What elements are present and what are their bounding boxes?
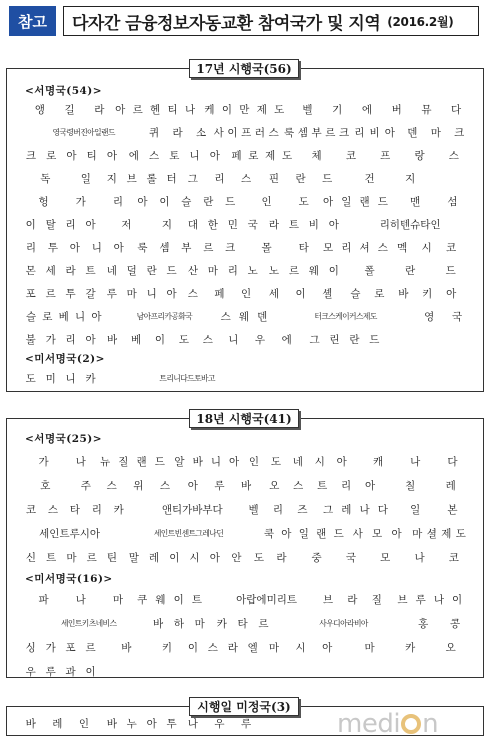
country-name: 멕시코 — [397, 242, 471, 254]
country-name: 그린란드 — [309, 334, 390, 346]
country-name: 산마리노 — [187, 265, 268, 277]
country-row — [25, 239, 471, 257]
country-name: 퀴 — [149, 127, 160, 139]
country-name: 섬 — [447, 196, 458, 208]
group-label: <미서명국(2)> — [25, 353, 105, 365]
country-name: 트리니다드토바고 — [159, 374, 215, 383]
country-name: 가 — [38, 456, 49, 468]
country-name: 건 — [364, 173, 375, 185]
country-name: 니우에 — [228, 334, 309, 346]
country-name: 일 — [410, 504, 421, 516]
country-row — [25, 453, 471, 471]
country-name: 싱가포르 — [25, 642, 106, 654]
country-name: 앵 — [34, 104, 45, 116]
section-title: 18년 시행국(41) — [189, 409, 299, 428]
country-row — [25, 331, 471, 349]
country-name: 이탈리아 — [25, 219, 106, 231]
country-name: 스페인 — [187, 288, 268, 300]
country-name: 카타르 — [216, 618, 280, 630]
country-name: 콩 — [449, 618, 461, 630]
country-name: 아이슬란드 — [137, 196, 248, 208]
country-name: 코 — [345, 150, 356, 162]
country-name: 길 — [64, 104, 75, 116]
country-name: 오 — [445, 642, 456, 654]
country-name: 마 — [112, 594, 123, 606]
country-name: 크로아티아 — [25, 150, 128, 162]
country-name: 중 — [311, 552, 322, 564]
country-name: 기 — [332, 104, 343, 116]
country-name: 세인트빈센트그레나딘 — [153, 529, 224, 538]
country-name: 폴 — [364, 265, 375, 277]
country-name: 쿠웨이트 — [137, 594, 211, 606]
country-name: 사이프러스 — [213, 127, 283, 139]
country-name: 라트비아 — [268, 219, 349, 231]
country-name: 라 — [172, 127, 183, 139]
country-name: 우루과이 — [25, 666, 106, 678]
country-row — [25, 262, 471, 280]
country-row — [25, 170, 471, 188]
country-name: 나우루 — [187, 718, 268, 730]
country-name: 신트마르틴 — [25, 552, 128, 564]
country-name: 독 — [40, 173, 51, 185]
country-row — [25, 124, 471, 142]
country-row — [25, 591, 471, 609]
section-title: 17년 시행국(56) — [189, 59, 299, 78]
country-name: 터크스케이커스제도 — [314, 312, 377, 321]
country-name: 란 — [405, 265, 416, 277]
country-name: 몰 — [261, 242, 272, 254]
document-header — [9, 6, 480, 36]
country-row — [25, 147, 471, 165]
country-name: 슬로베니아 — [25, 311, 108, 323]
country-name: 도 — [298, 196, 309, 208]
country-name: 주 — [80, 480, 91, 492]
country-name: 리투아니아 — [25, 242, 136, 254]
country-name: 룩셈부르크 — [137, 242, 248, 254]
country-name: 스위스 — [106, 480, 187, 492]
country-name: 모 — [380, 552, 391, 564]
country-name: 인도네시아 — [248, 456, 359, 468]
country-name: 노르웨이 — [268, 265, 349, 277]
country-name: 국 — [451, 311, 463, 323]
country-name: 세이셸 — [268, 288, 349, 300]
country-name: 드 — [445, 265, 456, 277]
country-name: 덴 — [407, 127, 418, 139]
country-name: 사모아 — [352, 528, 411, 540]
country-name: 캐 — [373, 456, 384, 468]
country-name: 나 — [75, 594, 86, 606]
country-name: 페로제도 — [231, 150, 299, 162]
country-name: 체 — [311, 150, 322, 162]
country-name: 네덜란드 — [106, 265, 187, 277]
country-row — [25, 285, 471, 303]
country-name: 브루나이 — [397, 594, 471, 606]
country-name: 알바니아 — [174, 456, 248, 468]
country-name: 리히텐슈타인 — [379, 219, 441, 231]
country-name: 스 — [448, 150, 459, 162]
country-name: 이스라엘 — [187, 642, 268, 654]
country-name: 다 — [451, 104, 462, 116]
country-name: 벨리즈 — [248, 504, 322, 516]
country-name: 세인트루시아 — [39, 528, 101, 540]
country-row — [25, 477, 471, 495]
country-row — [25, 525, 471, 543]
country-name: 마셜제도 — [412, 528, 471, 540]
section-title: 시행일 미정국(3) — [189, 697, 299, 716]
country-name: 국 — [345, 552, 356, 564]
country-name: 마 — [430, 127, 441, 139]
country-name: 지브롤터 — [106, 173, 187, 185]
country-name: 레 — [445, 480, 456, 492]
country-name: 버 — [391, 104, 402, 116]
country-name: 가 — [75, 196, 86, 208]
country-name: 본 — [447, 504, 458, 516]
country-name: 아르헨티나 — [115, 104, 203, 116]
country-name: 코 — [448, 552, 459, 564]
country-name: 에스토니아 — [128, 150, 230, 162]
country-name: 에 — [361, 104, 372, 116]
country-name: 남아프리카공화국 — [136, 312, 193, 321]
country-row — [25, 308, 471, 326]
country-name: 마 — [364, 642, 375, 654]
country-name: 리 — [112, 196, 123, 208]
country-name: 마시아 — [268, 642, 349, 654]
country-name: 타 — [298, 242, 309, 254]
country-name: 나 — [410, 456, 421, 468]
group-label: <서명국(25)> — [25, 433, 103, 445]
country-name: 크 — [454, 127, 465, 139]
country-name: 코스타리카 — [25, 504, 136, 516]
country-name: 도미니카 — [25, 373, 106, 385]
watermark — [337, 708, 477, 740]
country-name: 일 — [80, 173, 91, 185]
country-name: 말레이시아 — [128, 552, 230, 564]
group-label: <미서명국(16)> — [25, 573, 113, 585]
country-name: 바누아투 — [106, 718, 187, 730]
country-row — [25, 615, 471, 633]
section-2017 — [6, 62, 484, 392]
country-name: 오스트리아 — [269, 480, 389, 492]
section-2018 — [6, 412, 484, 678]
country-name: 룩셈부르크 — [284, 127, 353, 139]
country-name: 바 — [121, 642, 132, 654]
country-name: 대한민국 — [187, 219, 268, 231]
country-name: 바레인 — [25, 718, 106, 730]
country-name: 루마니아 — [106, 288, 187, 300]
reference-badge: 참고 — [9, 6, 56, 36]
country-row — [25, 216, 471, 234]
country-name: 영 — [424, 311, 435, 323]
country-name: 카 — [405, 642, 416, 654]
document-date: (2016.2월) — [387, 14, 454, 29]
title-box — [63, 6, 479, 36]
country-row — [25, 370, 471, 388]
watermark-visual: medi — [337, 709, 401, 739]
country-name: 브라질 — [322, 594, 397, 606]
country-row — [25, 193, 471, 211]
country-name: 사우디아라비아 — [319, 619, 368, 628]
country-name: 포르투갈 — [25, 288, 106, 300]
country-name: 저 — [121, 219, 132, 231]
country-name: 모리셔스 — [323, 242, 396, 254]
country-name: 슬로바키아 — [350, 288, 471, 300]
country-name: 그리스 — [187, 173, 268, 185]
country-name: 소 — [195, 127, 207, 139]
country-name: 맨 — [410, 196, 421, 208]
country-row — [25, 101, 471, 119]
country-name: 나 — [414, 552, 425, 564]
country-row — [25, 549, 471, 567]
country-name: 지 — [405, 173, 416, 185]
country-name: 호 — [40, 480, 51, 492]
country-name: 케이만제도 — [204, 104, 292, 116]
country-row — [25, 501, 471, 519]
country-name: 다 — [447, 456, 458, 468]
country-name: 핀란드 — [268, 173, 349, 185]
country-name: 벨 — [302, 104, 313, 116]
country-name: 프 — [380, 150, 391, 162]
country-name: 랑 — [414, 150, 425, 162]
country-name: 뮤 — [421, 104, 432, 116]
country-name: 나 — [75, 456, 86, 468]
country-name: 영국령버진아일랜드 — [52, 128, 115, 137]
country-name: 바하마 — [153, 618, 216, 630]
group-label: <서명국(54)> — [25, 85, 103, 97]
country-row — [25, 639, 471, 657]
country-name: 홍 — [418, 618, 429, 630]
watermark-visual: n — [422, 709, 439, 739]
country-name: 지 — [161, 219, 172, 231]
country-name: 앤티가바부다 — [161, 504, 223, 516]
country-name: 스웨덴 — [220, 311, 276, 323]
country-name: 아일랜드 — [323, 196, 396, 208]
country-name: 안도라 — [231, 552, 299, 564]
country-name: 파 — [38, 594, 49, 606]
country-name: 아랍에미리트 — [236, 594, 297, 606]
country-name: 몬세라트 — [25, 265, 106, 277]
country-name: 키 — [161, 642, 172, 654]
watermark-o-icon — [401, 714, 421, 734]
country-name: 불가리아 — [25, 334, 106, 346]
country-name: 뉴질랜드 — [100, 456, 173, 468]
document-title: 다자간 금융정보자동교환 참여국가 및 지역 — [72, 13, 381, 34]
country-name: 아루바 — [187, 480, 268, 492]
country-name: 그레나다 — [323, 504, 396, 516]
country-name: 인 — [261, 196, 272, 208]
country-row — [25, 663, 471, 681]
country-name: 쿡아일랜드 — [263, 528, 352, 540]
country-name: 세인트키츠네비스 — [60, 619, 117, 628]
country-name: 헝 — [38, 196, 49, 208]
country-name: 라 — [94, 104, 105, 116]
country-name: 리비아 — [354, 127, 400, 139]
country-name: 칠 — [405, 480, 416, 492]
country-name: 바베이도스 — [107, 334, 227, 346]
